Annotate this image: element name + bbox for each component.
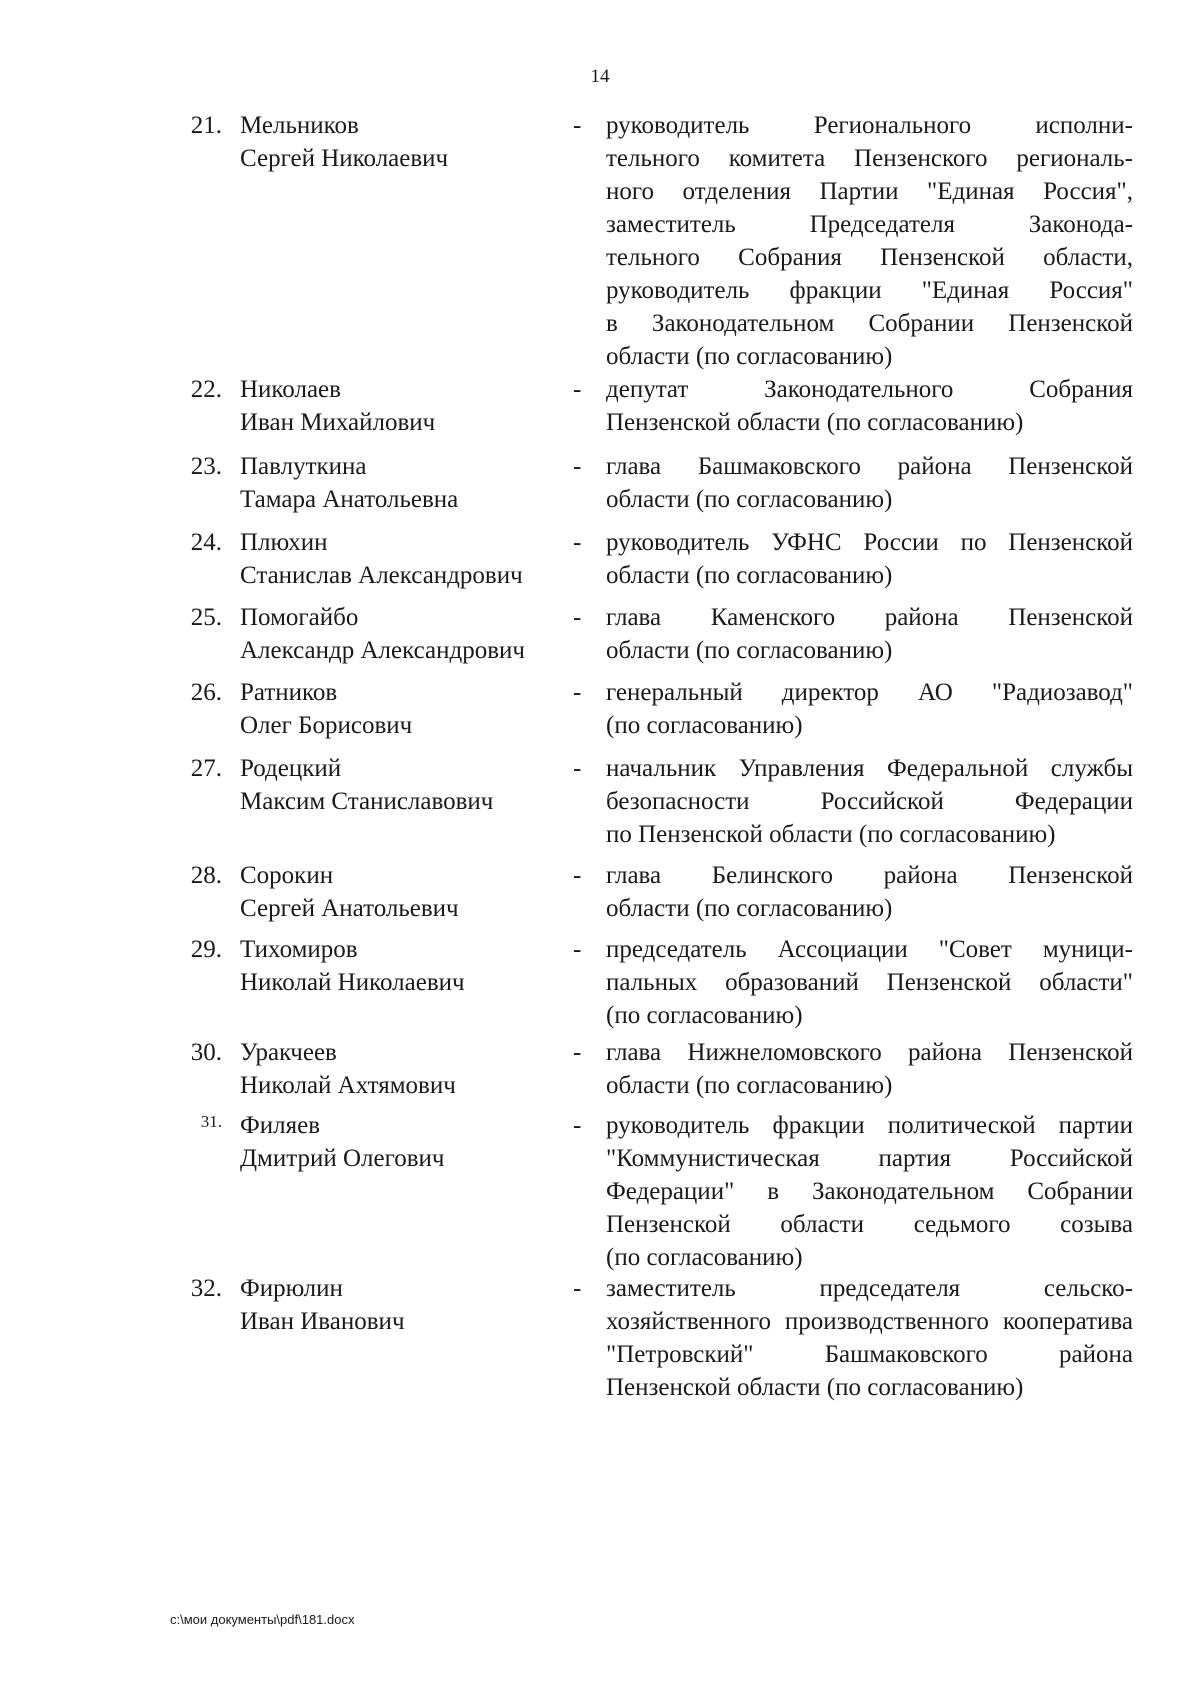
separator-dash: - [573, 862, 582, 889]
surname: Родецкий [240, 755, 342, 782]
person-name [240, 752, 570, 818]
entry-number: 29. [190, 936, 222, 963]
separator-dash: - [573, 679, 582, 706]
person-name [240, 1036, 570, 1102]
description-line: начальник Управления Федеральной службы [606, 755, 1133, 782]
entry-number: 26. [190, 679, 222, 706]
separator-dash: - [573, 1039, 582, 1066]
entry-number: 31. [200, 1112, 222, 1131]
surname: Павлуткина [240, 453, 367, 480]
entry-number: 21. [190, 112, 222, 139]
entry-number: 28. [190, 862, 222, 889]
given-names: Иван Михайлович [240, 409, 436, 436]
description-line: хозяйственного производственного кооператива [606, 1308, 1133, 1335]
separator-dash: - [573, 755, 582, 782]
person-name [240, 1109, 570, 1175]
surname: Ратников [240, 679, 338, 706]
description-line: глава Каменского района Пензенской [606, 604, 1133, 631]
position-description [606, 1036, 1133, 1102]
description-line: заместитель председателя сельско- [606, 1275, 1133, 1302]
description-line: депутат Законодательного Собрания [606, 376, 1133, 403]
given-names: Иван Иванович [240, 1308, 405, 1335]
separator-dash: - [573, 1112, 582, 1139]
given-names: Александр Александрович [240, 637, 525, 664]
description-line: глава Нижнеломовского района Пензенской [606, 1039, 1133, 1066]
given-names: Сергей Анатольевич [240, 895, 459, 922]
given-names: Сергей Николаевич [240, 145, 449, 172]
surname: Тихомиров [240, 936, 358, 963]
position-description [606, 450, 1133, 516]
description-line: Федерации" в Законодательном Собрании [606, 1178, 1133, 1205]
person-name [240, 859, 570, 925]
entry-number: 24. [190, 529, 222, 556]
description-line: области (по согласованию) [606, 637, 893, 664]
given-names: Олег Борисович [240, 712, 413, 739]
separator-dash: - [573, 376, 582, 403]
description-line: глава Башмаковского района Пензенской [606, 453, 1133, 480]
separator-dash: - [573, 604, 582, 631]
given-names: Николай Ахтямович [240, 1072, 456, 1099]
description-line: по Пензенской области (по согласованию) [606, 821, 1056, 848]
person-name [240, 933, 570, 999]
description-line: председатель Ассоциации "Совет муници- [606, 936, 1133, 963]
position-description [606, 859, 1133, 925]
surname: Николаев [240, 376, 341, 403]
person-name [240, 601, 570, 667]
position-description [606, 601, 1133, 667]
entry-number: 25. [190, 604, 222, 631]
entry-number: 23. [190, 453, 222, 480]
separator-dash: - [573, 529, 582, 556]
given-names: Николай Николаевич [240, 969, 465, 996]
position-description [606, 109, 1133, 373]
person-name [240, 450, 570, 516]
person-name [240, 373, 570, 439]
description-line: в Законодательном Собрании Пензенской [606, 310, 1133, 337]
description-line: области (по согласованию) [606, 895, 893, 922]
footer-file-path: c:\мои документы\pdf\181.docx [170, 1612, 355, 1627]
description-line: "Коммунистическая партия Российской [606, 1145, 1133, 1172]
entry-number: 27. [190, 755, 222, 782]
description-line: области (по согласованию) [606, 343, 893, 370]
description-line: (по согласованию) [606, 1002, 803, 1029]
position-description [606, 1109, 1133, 1274]
description-line: тельного комитета Пензенского региональ- [606, 145, 1133, 172]
given-names: Станислав Александрович [240, 562, 523, 589]
description-line: тельного Собрания Пензенской области, [606, 244, 1133, 271]
given-names: Дмитрий Олегович [240, 1145, 445, 1172]
person-name [240, 109, 570, 175]
person-name [240, 526, 570, 592]
surname: Филяев [240, 1112, 321, 1139]
entry-number: 30. [190, 1039, 222, 1066]
description-line: Пензенской области (по согласованию) [606, 1374, 1024, 1401]
description-line: генеральный директор АО "Радиозавод" [606, 679, 1133, 706]
description-line: руководитель УФНС России по Пензенской [606, 529, 1133, 556]
position-description [606, 752, 1133, 851]
description-line: безопасности Российской Федерации [606, 788, 1133, 815]
separator-dash: - [573, 936, 582, 963]
description-line: заместитель Председателя Законода- [606, 211, 1133, 238]
surname: Сорокин [240, 862, 334, 889]
surname: Уракчеев [240, 1039, 337, 1066]
description-line: (по согласованию) [606, 1244, 803, 1271]
description-line: Пензенской области (по согласованию) [606, 409, 1024, 436]
page-number: 14 [590, 66, 610, 87]
description-line: ного отделения Партии "Единая Россия", [606, 178, 1133, 205]
description-line: области (по согласованию) [606, 562, 893, 589]
description-line: глава Белинского района Пензенской [606, 862, 1133, 889]
description-line: пальных образований Пензенской области" [606, 969, 1133, 996]
description-line: руководитель фракции политической партии [606, 1112, 1133, 1139]
description-line: области (по согласованию) [606, 1072, 893, 1099]
description-line: "Петровский" Башмаковского района [606, 1341, 1133, 1368]
position-description [606, 676, 1133, 742]
surname: Плюхин [240, 529, 328, 556]
separator-dash: - [573, 112, 582, 139]
entry-number: 22. [190, 376, 222, 403]
position-description [606, 1272, 1133, 1404]
separator-dash: - [573, 1275, 582, 1302]
given-names: Тамара Анатольевна [240, 486, 459, 513]
given-names: Максим Станиславович [240, 788, 494, 815]
separator-dash: - [573, 453, 582, 480]
position-description [606, 933, 1133, 1032]
entry-number: 32. [190, 1275, 222, 1302]
surname: Помогайбо [240, 604, 359, 631]
description-line: области (по согласованию) [606, 486, 893, 513]
description-line: руководитель Регионального исполни- [606, 112, 1133, 139]
surname: Мельников [240, 112, 359, 139]
description-line: Пензенской области седьмого созыва [606, 1211, 1133, 1238]
description-line: (по согласованию) [606, 712, 803, 739]
surname: Фирюлин [240, 1275, 343, 1302]
person-name [240, 1272, 570, 1338]
description-line: руководитель фракции "Единая Россия" [606, 277, 1133, 304]
position-description [606, 373, 1133, 439]
person-name [240, 676, 570, 742]
position-description [606, 526, 1133, 592]
